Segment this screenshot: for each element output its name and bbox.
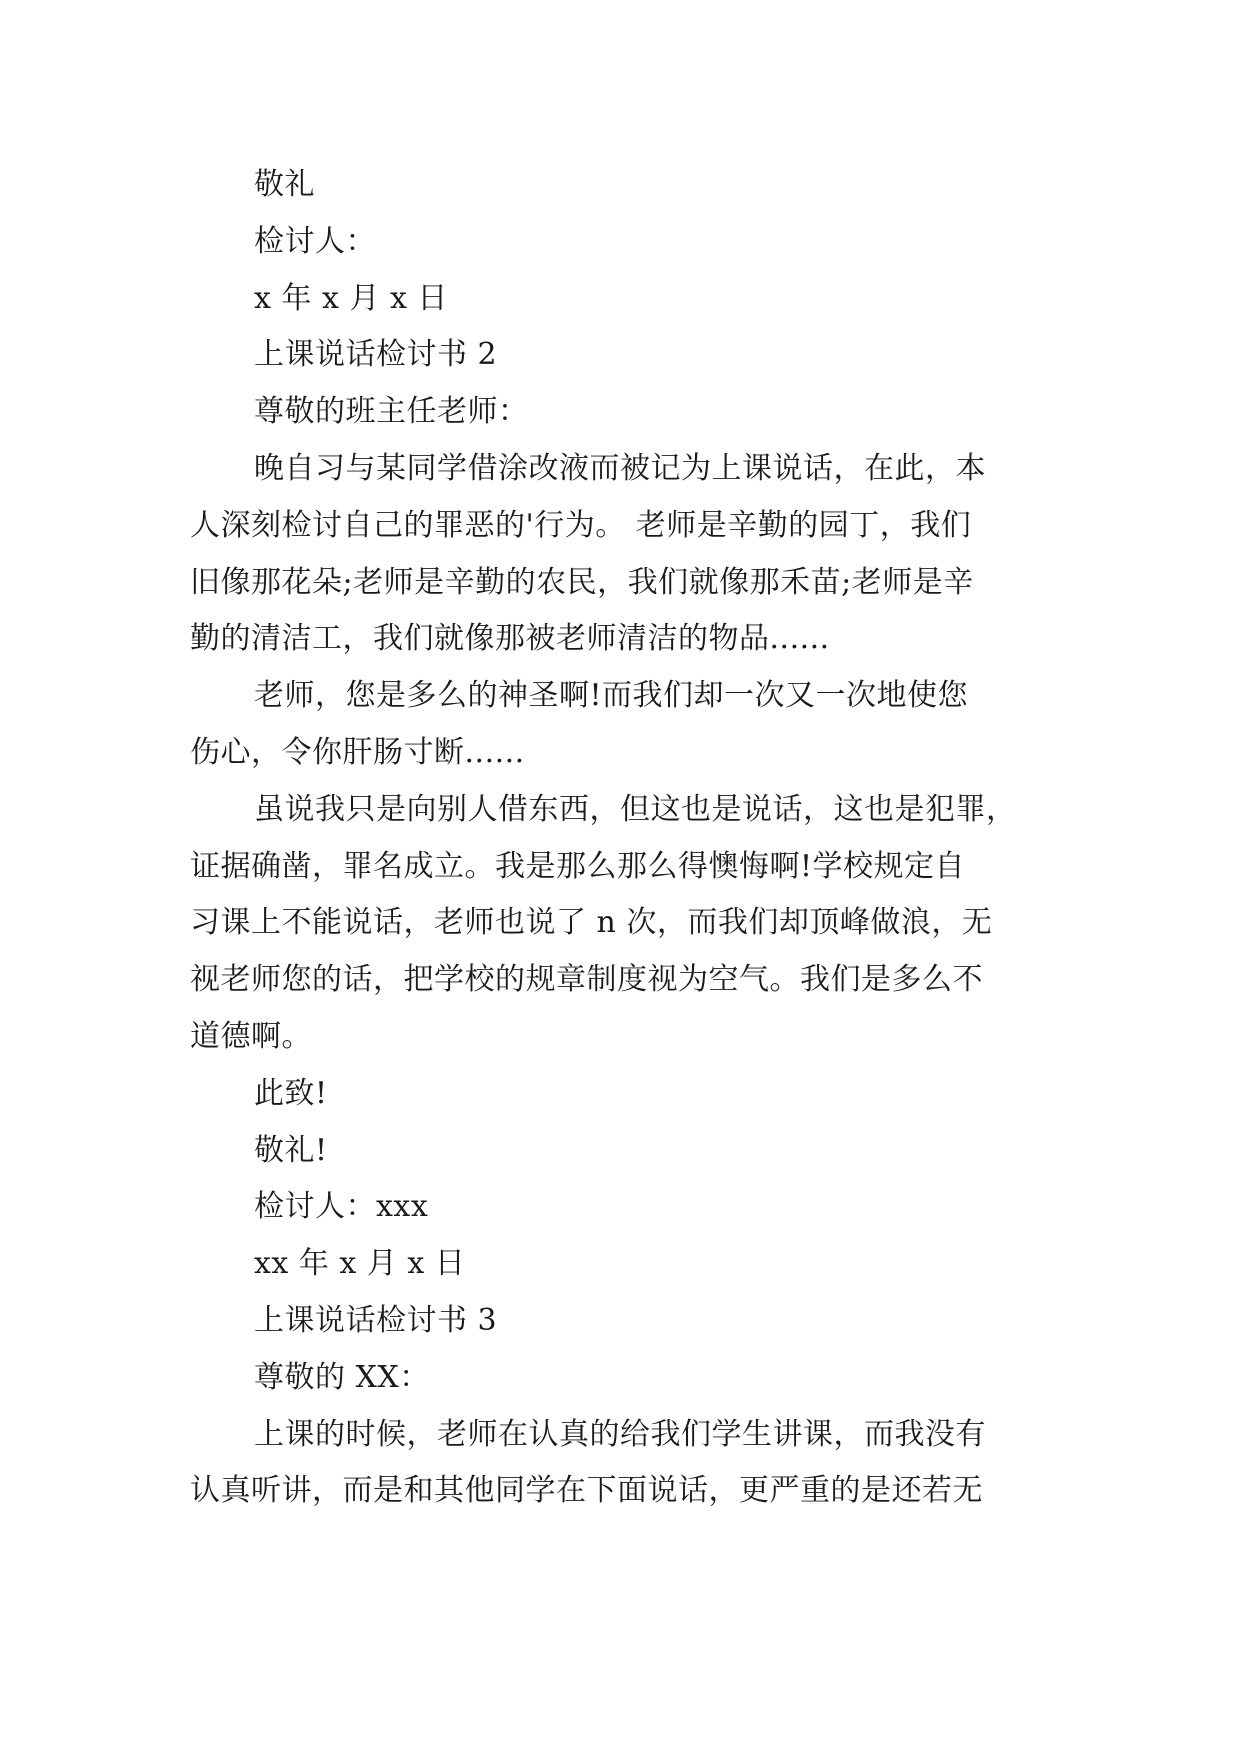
paragraph-line: 旧像那花朵;老师是辛勤的农民，我们就像那禾苗;老师是辛 <box>190 564 974 600</box>
section-title: 上课说话检讨书 3 <box>254 1302 498 1338</box>
salutation: 尊敬的 XX： <box>254 1359 430 1395</box>
date-line: xx 年 x 月 x 日 <box>254 1246 466 1282</box>
signer-label: 检讨人： <box>254 223 376 259</box>
paragraph-line: 人深刻检讨自己的罪恶的'行为。 老师是辛勤的园丁，我们 <box>190 507 972 543</box>
salutation: 尊敬的班主任老师： <box>254 394 529 430</box>
paragraph-line: 伤心，令你肝肠寸断...... <box>190 734 525 770</box>
paragraph-line: 虽说我只是向别人借东西，但这也是说话，这也是犯罪， <box>254 791 1017 827</box>
paragraph-line: 勤的清洁工，我们就像那被老师清洁的物品...... <box>190 621 830 657</box>
section-title: 上课说话检讨书 2 <box>254 337 498 373</box>
paragraph-line: 认真听讲，而是和其他同学在下面说话，更严重的是还若无 <box>190 1473 983 1509</box>
closing-salute: 敬礼 <box>254 167 315 202</box>
date-line: x 年 x 月 x 日 <box>254 280 448 316</box>
closing-phrase: 此致! <box>254 1075 328 1111</box>
paragraph-line: 视老师您的话，把学校的规章制度视为空气。我们是多么不 <box>190 962 983 998</box>
paragraph-line: 老师，您是多么的神圣啊!而我们却一次又一次地使您 <box>254 678 969 714</box>
signer-label: 检讨人：xxx <box>254 1189 429 1225</box>
paragraph-line: 上课的时候，老师在认真的给我们学生讲课，而我没有 <box>254 1416 986 1452</box>
document-body <box>190 157 1050 1520</box>
paragraph-line: 证据确凿，罪名成立。我是那么那么得懊悔啊!学校规定自 <box>190 848 966 884</box>
paragraph-line: 道德啊。 <box>190 1018 312 1054</box>
closing-salute: 敬礼! <box>254 1132 328 1168</box>
paragraph-line: 晚自习与某同学借涂改液而被记为上课说话，在此，本 <box>254 450 986 486</box>
paragraph-line: 习课上不能说话，老师也说了 n 次，而我们却顶峰做浪，无 <box>190 905 993 941</box>
